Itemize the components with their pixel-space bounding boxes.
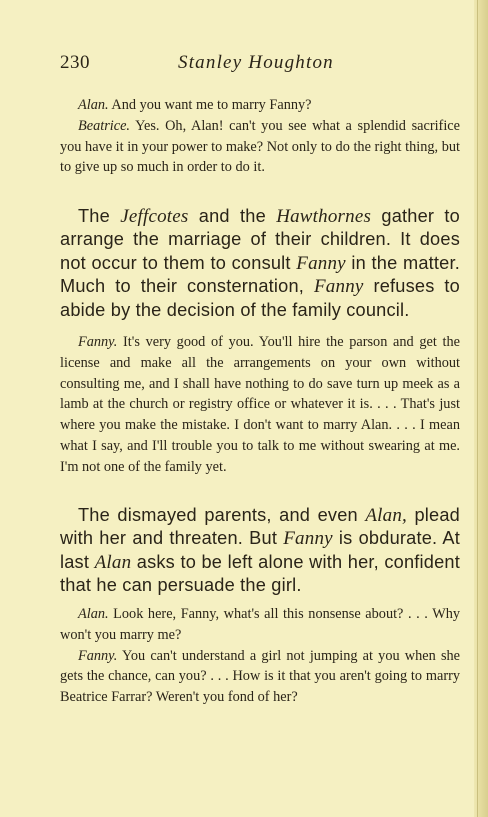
speaker-name: Fanny. — [78, 334, 118, 350]
summary-text: plead with her and threaten. But — [60, 505, 460, 549]
running-title: Stanley Houghton — [178, 52, 334, 73]
character-name: Alan — [94, 551, 132, 573]
summary-text: is obdurate. At last — [60, 528, 461, 572]
dialogue-line — [60, 95, 460, 116]
dialogue-text: Look here, Fanny, what's all this nonsense about? . . . Why won't you marry me? — [60, 606, 460, 643]
dialogue-block-2 — [60, 332, 460, 478]
speaker-name: Alan. — [78, 606, 109, 622]
summary-text: gather to arrange the marriage of their children. It does not occur to them to consult — [60, 206, 460, 273]
summary-text: The — [78, 206, 121, 226]
dialogue-line — [60, 332, 460, 478]
summary-text: asks to be left alone with her, confident that he can persuade the girl. — [60, 551, 460, 596]
character-name: Hawthornes — [276, 206, 372, 227]
dialogue-line — [60, 604, 460, 646]
dialogue-text: It's very good of you. You'll hire the parson and get the license and make all the arrangements on your own without consulting me, and I shall have nothing to do save turn up meek as a lamb at the church or registry office or whatever it is. . . . That's just where you make the mistake. I don't want to marry Alan. . . . I mean what I say, and I'll trouble you to talk to me without swearing at me. I'm not one of the family yet. — [60, 334, 460, 475]
character-name: Alan, — [365, 505, 407, 526]
dialogue-block-3 — [60, 604, 460, 708]
summary-text: refuses to abide by the decision of the family council. — [60, 276, 460, 320]
character-name: Fanny — [313, 276, 364, 298]
summary-paragraph-1 — [60, 205, 460, 322]
speaker-name: Fanny. — [78, 647, 118, 664]
summary-text: and the — [188, 206, 277, 226]
dialogue-line — [60, 646, 460, 708]
page-number: 230 — [60, 52, 90, 73]
dialogue-line — [60, 116, 460, 178]
character-name: Fanny — [283, 528, 333, 550]
dialogue-text: And you want me to marry Fanny? — [111, 97, 312, 113]
dialogue-text: Yes. Oh, Alan! can't you see what a splendid sacrifice you have it in your power to make? Not only to do the right thing, but to give up so much in order to do it. — [60, 117, 460, 176]
dialogue-text: You can't understand a girl not jumping at you when she gets the chance, can you? . . . How is it that you aren't going to marry Beatrice Farrar? Weren't you fond of her? — [60, 647, 460, 706]
dialogue-block-1 — [60, 95, 460, 178]
summary-text: The dismayed parents, and even — [78, 505, 366, 525]
summary-paragraph-2 — [60, 504, 460, 598]
page-edge — [474, 0, 488, 817]
character-name: Jeffcotes — [120, 206, 189, 227]
speaker-name: Beatrice. — [78, 117, 131, 134]
speaker-name: Alan. — [78, 97, 109, 113]
summary-text: in the matter. Much to their consternation, — [60, 252, 460, 297]
character-name: Fanny — [296, 252, 346, 274]
page-header — [60, 52, 450, 76]
